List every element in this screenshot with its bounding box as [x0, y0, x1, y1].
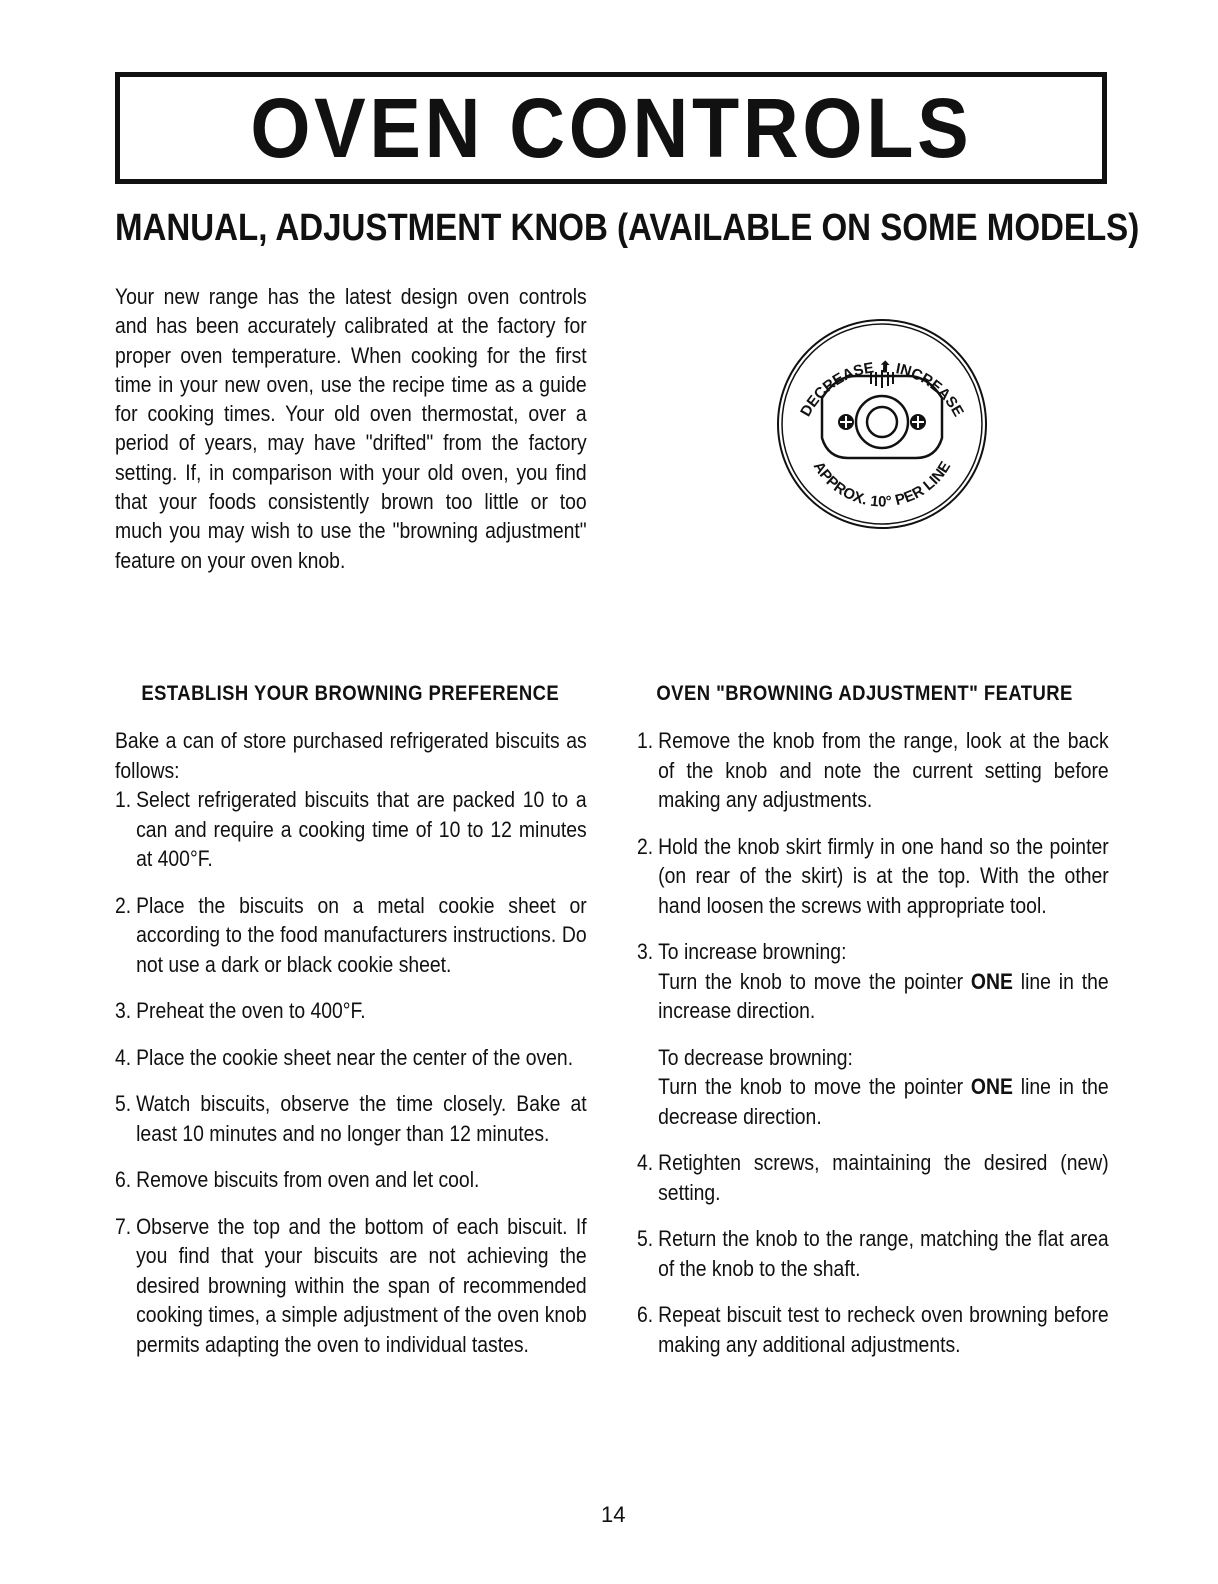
step-number: 5. — [115, 1091, 132, 1116]
list-item — [115, 1165, 587, 1195]
svg-text:APPROX. 10° PER LINE — [810, 459, 954, 511]
list-item — [637, 1300, 1109, 1359]
step-text: Remove biscuits from oven and let cool. — [136, 1167, 480, 1192]
step-text: Place the biscuits on a metal cookie sheet or according to the food manufacturers instructions. Do not use a dark or black cookie sheet. — [136, 892, 587, 977]
list-item — [115, 1043, 587, 1073]
title-box — [115, 72, 1107, 184]
step-number: 4. — [115, 1044, 132, 1070]
knob-top-label: DECREASE ⬆ INCREASE — [797, 358, 967, 420]
list-item — [637, 726, 1109, 815]
step-text: Select refrigerated biscuits that are packed 10 to a can and require a cooking time of 10 to 12 minutes at 400°F. — [136, 787, 587, 871]
knob-diagram-icon — [776, 318, 988, 530]
increase-text-pre: Turn the knob to move the pointer — [658, 968, 971, 994]
decrease-text-post: line in the decrease direction. — [658, 1074, 1109, 1129]
step-text: Remove the knob from the range, look at the back of the knob and note the current setting before making any adjustments. — [658, 728, 1109, 812]
step-number: 6. — [115, 1167, 132, 1192]
step-number: 7. — [115, 1213, 132, 1239]
intro-paragraph: Your new range has the latest design oven controls and has been accurately calibrated at the factory for proper oven temperature. When cooking for the first time in your new oven, use the recipe time as a guide for cooking times. Your old oven thermostat, over a period of years, may have "drifted" from the factory setting. If, in comparison with your old oven, you find that your foods consistently brown too little or too much you may wish to use the "browning adjustment" feature on your oven knob. — [115, 284, 587, 573]
right-heading: OVEN "BROWNING ADJUSTMENT" FEATURE — [656, 682, 1073, 705]
step-text: Hold the knob skirt firmly in one hand so the pointer (on rear of the skirt) is at the top. With the other hand loosen the screws with appropriate tool. — [658, 833, 1109, 918]
step-text: Watch biscuits, observe the time closely. Bake at least 10 minutes and no longer than 12 minutes. — [136, 1091, 587, 1146]
step-text: Place the cookie sheet near the center of the oven. — [136, 1044, 574, 1070]
knob-bottom-label: APPROX. 10° PER LINE — [809, 458, 955, 511]
left-column — [115, 680, 587, 1376]
step-text: Retighten screws, maintaining the desired (new) setting. — [658, 1150, 1109, 1205]
list-item — [637, 937, 1109, 1131]
list-item — [637, 832, 1109, 921]
step-number: 3. — [637, 939, 654, 964]
list-item — [115, 785, 587, 874]
left-steps — [115, 785, 587, 1359]
list-item — [115, 996, 587, 1026]
step-number: 3. — [115, 998, 132, 1023]
list-item — [637, 1148, 1109, 1207]
list-item — [115, 1212, 587, 1360]
decrease-instruction — [658, 1072, 1109, 1131]
step-number: 4. — [637, 1150, 654, 1175]
list-item — [637, 1224, 1109, 1283]
right-column — [637, 680, 1109, 1376]
step-text: Preheat the oven to 400°F. — [136, 998, 366, 1023]
page-number: 14 — [601, 1502, 626, 1527]
increase-label: To increase browning: — [658, 939, 847, 964]
step-number: 6. — [637, 1302, 654, 1327]
page-title: OVEN CONTROLS — [250, 81, 972, 175]
left-heading: ESTABLISH YOUR BROWNING PREFERENCE — [141, 682, 560, 705]
step-number: 1. — [637, 728, 654, 753]
left-intro: Bake a can of store purchased refrigerated biscuits as follows: — [115, 728, 587, 783]
decrease-text-pre: Turn the knob to move the pointer — [658, 1074, 971, 1099]
list-item — [115, 891, 587, 980]
step-number: 5. — [637, 1226, 654, 1251]
decrease-emphasis: ONE — [970, 1074, 1013, 1099]
step-number: 2. — [637, 833, 654, 859]
decrease-label: To decrease browning: — [658, 1044, 853, 1070]
section-subtitle: MANUAL, ADJUSTMENT KNOB (AVAILABLE ON SOME MODELS) — [115, 207, 1140, 249]
right-steps — [637, 726, 1109, 1359]
step-text: Repeat biscuit test to recheck oven browning before making any additional adjustments. — [658, 1302, 1109, 1357]
increase-instruction — [658, 967, 1109, 1026]
list-item — [115, 1089, 587, 1148]
increase-emphasis: ONE — [970, 968, 1013, 994]
increase-text-post: line in the increase direction. — [658, 968, 1109, 1023]
step-text: Return the knob to the range, matching the flat area of the knob to the shaft. — [658, 1226, 1109, 1281]
step-text: Observe the top and the bottom of each biscuit. If you find that your biscuits are not achieving the desired browning within the span of recommended cooking times, a simple adjustment of the oven knob permits adapting the oven to individual tastes. — [136, 1213, 587, 1357]
step-number: 1. — [115, 787, 132, 812]
step-number: 2. — [115, 892, 132, 918]
